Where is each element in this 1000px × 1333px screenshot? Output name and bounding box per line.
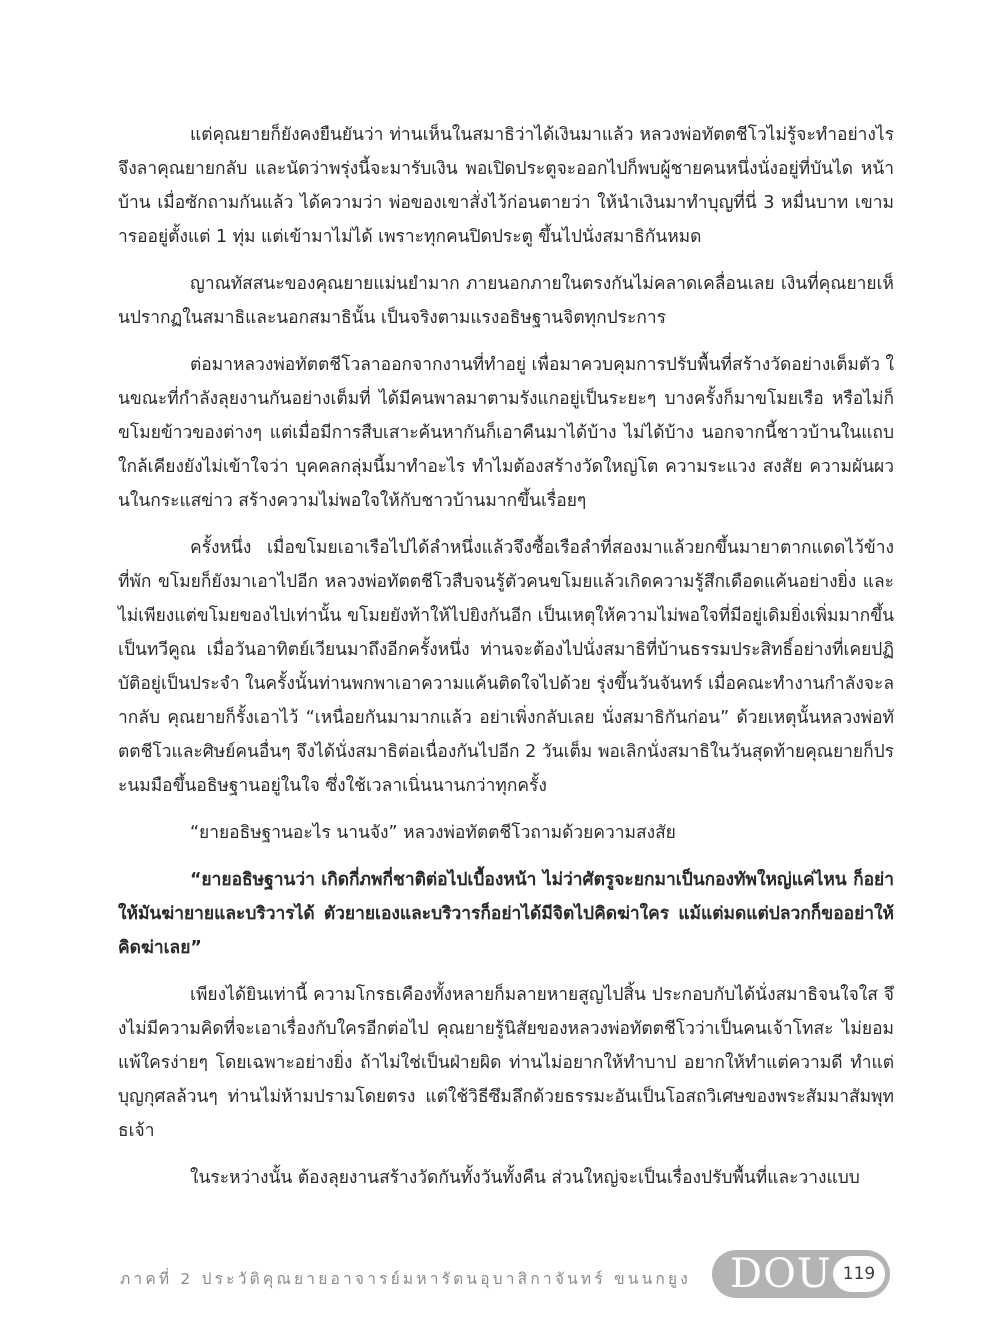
paragraph-7: เพียงได้ยินเท่านี้ ความโกรธเคืองทั้งหลายก็มลายหายสูญไปสิ้น ประกอบกับได้นั่งสมาธิจนใจใส จึงไม่มีความคิดที่จะเอาเรื่องกับใครอีกต่อไป คุณยายรู้นิสัยของหลวงพ่อทัตตชีโวว่าเป็นคนเจ้าโทสะ ไม่ยอมแพ้ใครง่ายๆ โดยเฉพาะอย่างยิ่ง ถ้าไม่ใช่เป็นฝ่ายผิด ท่านไม่อยากให้ทำบาป อยากให้ทำแต่ความดี ทำแต่บุญกุศลล้วนๆ ท่านไม่ห้ามปรามโดยตรง แต่ใช้วิธีซึมลึกด้วยธรรมะอันเป็นโอสถวิเศษของพระสัมมาสัมพุทธเจ้า: [118, 985, 894, 1141]
running-title: ภาคที่ 2 ประวัติคุณยายอาจารย์มหารัตนอุบาสิกาจันทร์ ขนนกยูง: [120, 1270, 691, 1288]
page-number: 119: [833, 1256, 885, 1292]
dou-logo: DOU: [730, 1251, 832, 1297]
paragraph-1: แต่คุณยายก็ยังคงยืนยันว่า ท่านเห็นในสมาธิว่าได้เงินมาแล้ว หลวงพ่อทัตตชีโวไม่รู้จะทำอย่างไร จึงลาคุณยายกลับ และนัดว่าพรุ่งนี้จะมารับเงิน พอเปิดประตูจะออกไปก็พบผู้ชายคนหนึ่งนั่งอยู่ที่บันได หน้าบ้าน เมื่อซักถามกันแล้ว ได้ความว่า พ่อของเขาสั่งไว้ก่อนตายว่า ให้นำเงินมาทำบุญที่นี่ 3 หมื่นบาท เขามารออยู่ตั้งแต่ 1 ทุ่ม แต่เข้ามาไม่ได้ เพราะทุกคนปิดประตู ขึ้นไปนั่งสมาธิกันหมด: [118, 125, 894, 247]
paragraph-8: ในระหว่างนั้น ต้องลุยงานสร้างวัดกันทั้งวันทั้งคืน ส่วนใหญ่จะเป็นเรื่องปรับพื้นที่และวางแบบ: [190, 1168, 860, 1188]
page-badge: [712, 1250, 890, 1298]
paragraph-5: “ยายอธิษฐานอะไร นานจัง” หลวงพ่อทัตตชีโวถามด้วยความสงสัย: [190, 823, 676, 843]
paragraph-3: ต่อมาหลวงพ่อทัตตชีโวลาออกจากงานที่ทำอยู่ เพื่อมาควบคุมการปรับพื้นที่สร้างวัดอย่างเต็มตัว ในขณะที่กำลังลุยงานกันอย่างเต็มที่ ได้มีคนพาลมาตามรังแกอยู่เป็นระยะๆ บางครั้งก็มาขโมยเรือ หรือไม่ก็ขโมยข้าวของต่างๆ แต่เมื่อมีการสืบเสาะค้นหากันก็เอาคืนมาได้บ้าง ไม่ได้บ้าง นอกจากนี้ชาวบ้านในแถบใกล้เคียงยังไม่เข้าใจว่า บุคคลกลุ่มนี้มาทำอะไร ทำไมต้องสร้างวัดใหญ่โต ความระแวง สงสัย ความผันผวนในกระแสข่าว สร้างความไม่พอใจให้กับชาวบ้านมากขึ้นเรื่อยๆ: [118, 355, 894, 511]
paragraph-6-bold-quote: “ยายอธิษฐานว่า เกิดกี่ภพกี่ชาติต่อไปเบื้องหน้า ไม่ว่าศัตรูจะยกมาเป็นกองทัพใหญ่แค่ไหน ก็อย่าให้มันฆ่ายายและบริวารได้ ตัวยายเองและบริวารก็อย่าได้มีจิตไปคิดฆ่าใคร แม้แต่มดแต่ปลวกก็ขออย่าให้คิดฆ่าเลย”: [118, 870, 894, 958]
paragraph-4: ครั้งหนึ่ง เมื่อขโมยเอาเรือไปได้ลำหนึ่งแล้วจึงซื้อเรือลำที่สองมาแล้วยกขึ้นมายาตากแดดไว้ข้างที่พัก ขโมยก็ยังมาเอาไปอีก หลวงพ่อทัตตชีโวสืบจนรู้ตัวคนขโมยแล้วเกิดความรู้สึกเดือดแค้นอย่างยิ่ง และไม่เพียงแต่ขโมยของไปเท่านั้น ขโมยยังท้าให้ไปยิงกันอีก เป็นเหตุให้ความไม่พอใจที่มีอยู่เดิมยิ่งเพิ่มมากขึ้นเป็นทวีคูณ เมื่อวันอาทิตย์เวียนมาถึงอีกครั้งหนึ่ง ท่านจะต้องไปนั่งสมาธิที่บ้านธรรมประสิทธิ์อย่างที่เคยปฏิบัติอยู่เป็นประจำ ในครั้งนั้นท่านพกพาเอาความแค้นติดใจไปด้วย รุ่งขึ้นวันจันทร์ เมื่อคณะทำงานกำลังจะลากลับ คุณยายก็รั้งเอาไว้ “เหนื่อยกันมามากแล้ว อย่าเพิ่งกลับเลย นั่งสมาธิกันก่อน” ด้วยเหตุนั้นหลวงพ่อทัตตชีโวและศิษย์คนอื่นๆ จึงได้นั่งสมาธิต่อเนื่องกันไปอีก 2 วันเต็ม พอเลิกนั่งสมาธิในวันสุดท้ายคุณยายก็ประนมมือขึ้นอธิษฐานอยู่ในใจ ซึ่งใช้เวลาเนิ่นนานกว่าทุกครั้ง: [118, 538, 894, 796]
page-footer: [118, 1244, 894, 1304]
document-body: [118, 118, 894, 1208]
paragraph-2: ญาณทัสสนะของคุณยายแม่นยำมาก ภายนอกภายในตรงกันไม่คลาดเคลื่อนเลย เงินที่คุณยายเห็นปรากฏในสมาธิและนอกสมาธินั้น เป็นจริงตามแรงอธิษฐานจิตทุกประการ: [118, 274, 894, 328]
